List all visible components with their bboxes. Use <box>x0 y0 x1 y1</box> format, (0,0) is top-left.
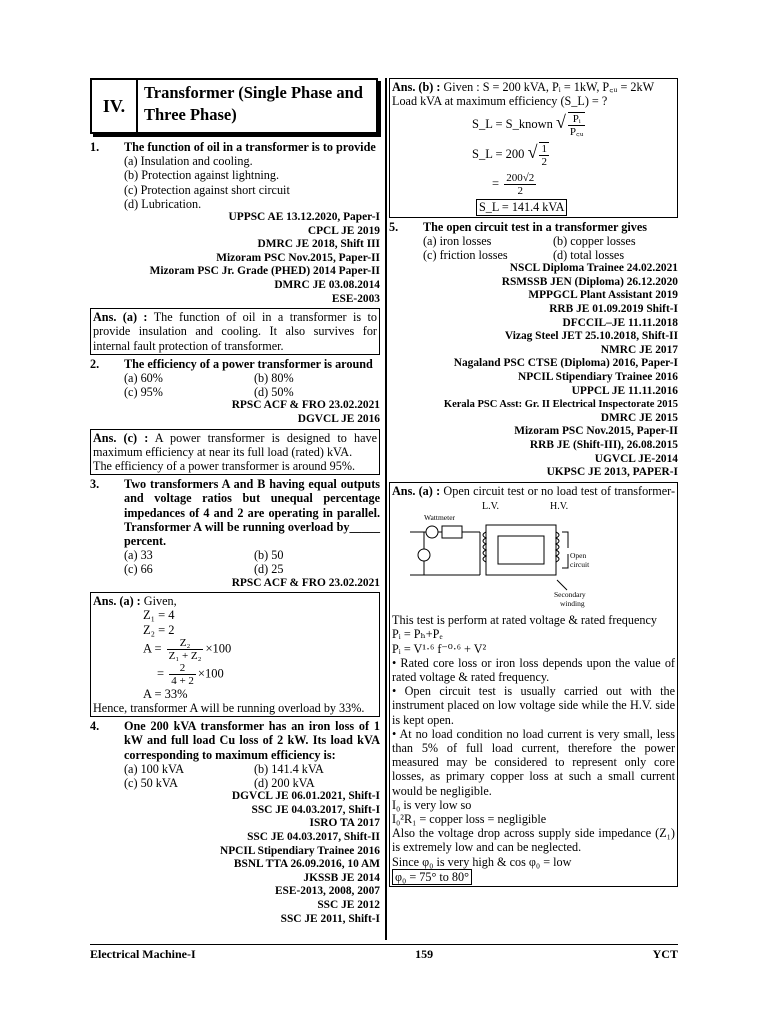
option: (a) iron losses <box>423 233 492 248</box>
numerator: 200√2 <box>506 172 535 185</box>
option: (d) 200 kVA <box>254 776 315 791</box>
given-z2: Z₂ = 2 <box>143 622 175 637</box>
column-divider <box>385 78 387 940</box>
footer-publisher: YCT <box>652 947 678 961</box>
question-number: 1. <box>90 140 100 154</box>
answer-given: Given : S = 200 kVA, Pᵢ = 1kW, P꜀ᵤ = 2kW <box>443 80 655 94</box>
option: (b) 50 <box>254 548 284 563</box>
answer-p6: Also the voltage drop across supply side impedance (Z₁) is extremely low and can be neglected. <box>392 826 675 855</box>
question-5 <box>389 220 678 234</box>
page-footer <box>90 944 678 962</box>
source-line: SSC JE 2012 <box>317 898 380 911</box>
answer-label: Ans. (c) : <box>93 430 149 445</box>
left-column <box>90 78 380 926</box>
source-line: NMRC JE 2017 <box>600 343 678 356</box>
source-line: UPPSC AE 13.12.2020, Paper-I <box>228 211 380 224</box>
circuit-label: circuit <box>570 559 590 569</box>
sources-q1 <box>90 211 380 306</box>
formula-a <box>93 637 377 662</box>
answer-p4: I₀ is very low so <box>392 797 472 812</box>
numerator: Pᵢ <box>568 113 586 126</box>
option: (c) 50 kVA <box>124 776 178 791</box>
sqrt-icon: √ <box>527 142 538 163</box>
denominator: 4 + 2 <box>171 674 194 687</box>
source-line: DMRC JE 03.08.2014 <box>274 278 380 291</box>
answer-label: Ans. (b) : <box>392 80 441 94</box>
numerator: 2 <box>169 662 196 675</box>
option: (a) Insulation and cooling. <box>124 154 253 169</box>
option: (a) 100 kVA <box>124 761 185 776</box>
question-number: 4. <box>90 719 100 734</box>
options-q2 <box>90 371 380 399</box>
formula-lhs: S_L = S_known <box>472 117 553 132</box>
question-number: 3. <box>90 477 100 492</box>
options-q1 <box>90 154 380 211</box>
source-line: ESE-2013, 2008, 2007 <box>274 885 380 898</box>
page-number: 159 <box>415 947 434 961</box>
transformer-core <box>486 525 556 575</box>
answer-text: A power transformer is designed to have maximum efficiency at near its full load (rated) kVA. <box>93 430 377 459</box>
option: (c) Protection against short circuit <box>124 182 290 197</box>
voltmeter-icon <box>418 549 430 561</box>
answer-q3 <box>90 592 380 717</box>
option: (a) 60% <box>124 370 163 385</box>
denominator: 2 <box>541 156 547 169</box>
source-line: BSNL TTA 26.09.2016, 10 AM <box>233 858 380 871</box>
source-line: RSMSSB JEN (Diploma) 26.12.2020 <box>501 275 678 288</box>
open-terminals <box>562 532 568 568</box>
options-q4 <box>90 762 380 790</box>
answer-p1: This test is perform at rated voltage & rated frequency <box>392 613 657 628</box>
sources-q5 <box>389 262 678 480</box>
fraction <box>169 662 196 687</box>
source-line: RPSC ACF & FRO 23.02.2021 <box>231 576 380 589</box>
question-text: One 200 kVA transformer has an iron loss of 1 kW and full load Cu loss of 2 kW. Its load kVA corresponding to maximum efficiency is: <box>124 719 380 762</box>
question-text: The function of oil in a transformer is to provide <box>124 140 376 154</box>
option: (d) 50% <box>254 385 294 400</box>
conclusion: Hence, transformer A will be running overload by 33%. <box>93 701 365 716</box>
lv-label: L.V. <box>482 500 500 512</box>
section-number: IV. <box>92 80 138 132</box>
question-text: The efficiency of a power transformer is around <box>124 356 373 371</box>
source-line: Vizag Steel JET 25.10.2018, Shift-II <box>504 330 678 343</box>
bullet-1: • Rated core loss or iron loss depends upon the value of rated voltage & rated frequency. <box>392 655 675 684</box>
answer-label: Ans. (a) : <box>93 310 148 325</box>
ammeter-icon <box>426 526 438 538</box>
source-line: Nagaland PSC CTSE (Diploma) 2016, Paper-I <box>453 357 678 370</box>
formula-lhs: A = <box>143 641 162 656</box>
source-line: JKSSB JE 2014 <box>303 871 380 884</box>
answer-q2 <box>90 429 380 476</box>
final-value: S_L = 141.4 kVA <box>476 199 567 215</box>
footer-subject: Electrical Machine-I <box>90 947 196 961</box>
fraction <box>167 637 204 662</box>
option: (b) Protection against lightning. <box>124 168 280 183</box>
section-header <box>90 78 378 134</box>
answer-text-2: The efficiency of a power transformer is around 95%. <box>93 458 356 473</box>
source-line: Mizoram PSC Jr. Grade (PHED) 2014 Paper-II <box>149 265 380 278</box>
source-line: Mizoram PSC Nov.2015, Paper-II <box>514 425 678 438</box>
option: (c) friction losses <box>423 248 508 263</box>
source-line: Kerala PSC Asst: Gr. II Electrical Inspectorate 2015 <box>443 399 678 411</box>
source-line: NPCIL Stipendiary Trainee 2016 <box>219 844 380 857</box>
source-line: RRB JE (Shift-III), 26.08.2015 <box>529 438 678 451</box>
answer-q5 <box>389 482 678 887</box>
bullet-2: • Open circuit test is usually carried out with the instrument placed on low voltage side while the H.V. side is kept open. <box>392 684 675 727</box>
winding-label: winding <box>560 598 585 608</box>
option: (c) 66 <box>124 562 153 577</box>
source-line: UGVCL JE-2014 <box>594 452 678 465</box>
formula-lhs: S_L = 200 <box>472 147 525 162</box>
source-line: SSC JE 2011, Shift-I <box>280 912 380 925</box>
formula-sub <box>93 662 377 687</box>
answer-p8-wrap <box>392 869 675 885</box>
option: (b) copper losses <box>553 233 636 248</box>
question-text: Two transformers A and B having equal outputs and voltage ratios but unequal percentage impedances of 4 and 2 are operating in parallel. Transformer A will be running overload by_____ percent. <box>124 477 380 548</box>
option: (d) total losses <box>553 248 625 263</box>
source-line: CPCL JE 2019 <box>307 224 380 237</box>
source-line: ESE-2003 <box>331 292 380 305</box>
numerator: Z₂ <box>167 637 204 650</box>
fraction <box>568 112 586 138</box>
hv-label: H.V. <box>550 500 569 512</box>
leader-line <box>557 580 567 590</box>
formula-sl-eval <box>392 172 675 197</box>
fraction <box>504 172 536 197</box>
source-line: NPCIL Stipendiary Trainee 2016 <box>517 370 678 383</box>
answer-q4 <box>389 78 678 218</box>
answer-q1 <box>90 308 380 355</box>
question-text: The open circuit test in a transformer gives <box>423 219 647 234</box>
answer-label: Ans. (a) : <box>93 594 141 609</box>
source-line: Mizoram PSC Nov.2015, Paper-II <box>216 251 380 264</box>
source-line: DGVCL JE 06.01.2021, Shift-I <box>231 790 380 803</box>
answer-p2: Pᵢ = Pₕ+Pₑ <box>392 627 443 642</box>
numerator: 1 <box>541 143 547 156</box>
denominator: P꜀ᵤ <box>569 126 584 139</box>
source-line: DFCCIL–JE 11.11.2018 <box>562 316 678 329</box>
sqrt-icon: √ <box>556 112 566 133</box>
option: (b) 141.4 kVA <box>254 761 324 776</box>
source-line: UKPSC JE 2013, PAPER-I <box>546 466 678 479</box>
open-label: Open <box>570 550 587 560</box>
question-2 <box>90 357 380 371</box>
fraction <box>539 142 549 168</box>
given-z1: Z₁ = 4 <box>143 608 175 623</box>
answer-p8: φ₀ = 75° to 80° <box>392 869 472 885</box>
option: (b) 80% <box>254 370 294 385</box>
wattmeter-icon <box>442 526 462 538</box>
source-line: RPSC ACF & FRO 23.02.2021 <box>231 399 380 412</box>
answer-intro: Open circuit test or no load test of transformer- <box>443 483 676 498</box>
equals: = <box>157 666 165 681</box>
equals: = <box>492 176 500 191</box>
formula-sl <box>392 112 675 138</box>
question-4 <box>90 719 380 762</box>
answer-text: Given, <box>143 594 177 609</box>
source-line: DMRC JE 2015 <box>600 411 678 424</box>
source-line: DMRC JE 2018, Shift III <box>257 238 380 251</box>
source-line: SSC JE 04.03.2017, Shift-I <box>251 803 380 816</box>
answer-ask: Load kVA at maximum efficiency (S_L) = ? <box>392 94 608 109</box>
options-q5 <box>389 234 678 262</box>
wattmeter-label: Wattmeter <box>424 512 456 522</box>
formula-sl-sub <box>392 142 675 168</box>
option: (d) Lubrication. <box>124 196 202 211</box>
right-column <box>389 78 678 889</box>
question-number: 2. <box>90 356 100 371</box>
source-line: NSCL Diploma Trainee 24.02.2021 <box>509 262 678 275</box>
answer-text: The function of oil in a transformer is to provide insulation and cooling. It also survives for internal fault protection of transformer. <box>93 310 377 353</box>
question-3 <box>90 477 380 548</box>
result: A = 33% <box>143 686 188 701</box>
sources-q3 <box>90 577 380 591</box>
answer-p5: I₀²R₁ = copper loss = negligible <box>392 811 547 826</box>
core-window <box>498 536 544 564</box>
sources-q2 <box>90 399 380 426</box>
final-result <box>392 199 675 215</box>
source-line: ISRO TA 2017 <box>309 817 380 830</box>
open-circuit-test-diagram <box>402 500 632 608</box>
source-line: MPPGCL Plant Assistant 2019 <box>528 289 678 302</box>
secondary-label: Secondary <box>554 589 586 599</box>
times-100: ×100 <box>197 666 224 681</box>
answer-p3: Pᵢ = V¹·⁶ f⁻⁰·⁶ + V² <box>392 641 487 656</box>
source-line: DGVCL JE 2016 <box>297 412 380 425</box>
option: (a) 33 <box>124 548 153 563</box>
denominator: 2 <box>517 185 523 198</box>
options-q3 <box>90 548 380 576</box>
sources-q4 <box>90 790 380 926</box>
bullet-3: • At no load condition no load current is very small, less than 5% of full load current, therefore the power measured may be considered to represent only core losses, as primary copper loss at such a small current would be negligible. <box>392 726 675 798</box>
answer-p7: Since φ₀ is very high & cos φ₀ = low <box>392 854 572 869</box>
source-line: SSC JE 04.03.2017, Shift-II <box>247 831 380 844</box>
answer-label: Ans. (a) : <box>392 483 441 498</box>
source-line: UPPCL JE 11.11.2016 <box>571 384 678 397</box>
denominator: Z₁ + Z₂ <box>168 649 202 662</box>
source-line: RRB JE 01.09.2019 Shift-I <box>549 303 678 315</box>
question-number: 5. <box>389 219 399 234</box>
option: (c) 95% <box>124 385 163 400</box>
question-1 <box>90 140 380 154</box>
option: (d) 25 <box>254 562 284 577</box>
times-100: ×100 <box>205 641 232 656</box>
section-title: Transformer (Single Phase and Three Phase) <box>144 83 363 124</box>
